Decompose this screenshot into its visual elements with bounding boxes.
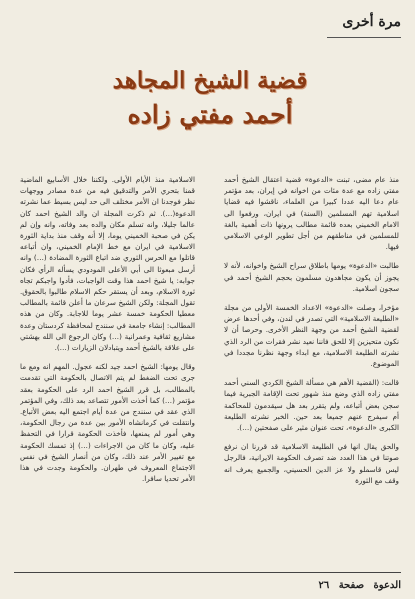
section-tag: مرة أخرى	[342, 14, 401, 30]
paragraph: قالت: (القضية الأهم هي مسألة الشيخ الكردي السني أحمد مفتي زاده الذي وضع منذ شهور تحت الإقامة الجبرية فيما سجن بعض أتباعه، ولم يتقرر بعد هل سيقدمون للمحاكمة أم سيفرج عنهم جميعا بعد حين. الخبر نشرته الطليعة الكبرى «الدعوة»، تحت عنوان مثير على صفحتين (…).	[224, 378, 399, 433]
footer-rule	[14, 572, 401, 573]
headline-line-1: قضية الشيخ المجاهد	[112, 67, 308, 94]
page-footer	[312, 580, 401, 591]
headline	[70, 68, 350, 129]
paragraph: مؤخرا، وصلت «الدعوة» الاعداد الخمسة الأولى من مجلة «الطليعة الاسلامية» التي تصدر في لندن، وفي أحدها عرض لقضية الشيخ أحمد من وجهة النظر الأخرى. وحرصا أن لا نكون متحيزين إلا للحق فاننا نعيد نشر فقرات من الرد الذي نشرته الطليعة الاسلامية، مع ابداء وجهة نظرنا مجددا في الموضوع.	[224, 303, 399, 369]
article-column-right	[224, 174, 399, 569]
paragraph: طالبت «الدعوة» يومها باطلاق سراح الشيخ واخوانه، لأنه لا يجوز أن يكون مجاهدون مسلمون بحجم الشيخ أحمد في سجون اسلامية.	[224, 261, 399, 293]
paragraph: الاسلامية منذ الأيام الأولى. ولكننا خلال الأسابيع الماضية قمنا بتحري الأمر والتدقيق فيه من عدة مصادر ووجهات نظر فوجدنا ان الأمر مختلف الى حد ليس بسيط عما نشرته الدعوة(…). ثم ذكرت المجلة ان والد الشيخ احمد كان عالما جليلا، وانه تسلم مكان والده بعد وفاته، وانه وإن لم يكن في صحبة الخميني يوما، إلا أنه وقف منذ بداية الثورة الاسلامية في ايران مع خط الإمام الخميني، وان أتباعه قاتلوا مع الحرس الثوري ضد اتباع الثورة المضادة (…) وانه أرسل مبعوثا الى أبي الأعلى المودودي يسأله الرأي فكان جوابه: يا شيخ احمد هذا وقت الواجبات، فأدوا واجبكم تجاه ثورة الاسلام، وبعد أن يستقر حكم الاسلام طالبوا بالحقوق. تقول المجلة: ولكن الشيخ سرعان ما أعلن قائمة بالمطالب معطيا الحكومة خمسة عشر يوما للاجابة. وكان من هذه المطالب: إنشاء جامعة في سنندج لمحافظة كردستان وعدة مشاريع ثقافية وعمرانية (…) وكان الرجوع الى الله بهشتي على علاقة بالشيخ أحمد ويتبادلان الزيارات (…).	[20, 175, 195, 353]
paragraph: والحق يقال انها في الطليعة الاسلامية قد قررنا ان نرفع صوتنا في هذا العدد ضد تصرف الحكومة الايرانية، فالرجل ليس قاسملو ولا عز الدين الحسيني، والجميع يعرف انه وقف مع الثورة	[224, 442, 399, 485]
article-column-left	[20, 174, 195, 569]
section-rule	[327, 37, 401, 38]
paragraph: وقال يومها: الشيخ احمد جيد لكنه عجول. المهم انه ومع ما جرى تحت الضغط لم يتم الاتصال بالحكومة التي تقدمت بالمطالب، بل قرر الشيخ احمد الرد على الحكومة بعقد مؤتمر (…) كما أخذت الأمور تتصاعد بعد ذلك، وفي المؤتمر الذي عقد في سنندج من عدة أيام اجتمع اليه بعض الأتباع. وانتقلت في كرمانشاه الأمور بين عدة من رجال الحكومة، وهي أمور لم يمنعها، فأخذت الحكومة قرارا في التحفظ عليه، وكان ما كان من الاجراءات (…) إذ تمسك الحكومة مع تغيير الأمر عند ذلك، وكان من أنصار الشيخ في نفس الاجتماع المعروف في طهران. والحكومة وجدت في هذا الأمر تحديا سافرا.	[20, 362, 195, 484]
paragraph: منذ عام مضى، تبنت «الدعوة» قضية اعتقال الشيخ أحمد مفتي زاده مع عدة مئات من اخوانه في إيران، بعد مؤتمر عام دعا اليه عددا كبيرا من العلماء، ناقشوا فيه قضايا اسلامية تهم المسلمين (السنة) في ايران، ورفعوا الى الامام الخميني بعده قائمة مطالب يرونها ذات أهمية بالغة للمسلمين في مناطقهم من أجل تطوير الوعي الاسلامي فيها.	[224, 175, 399, 252]
footer-page-label: صفحة	[338, 580, 365, 591]
footer-page-number: ٢٦	[318, 580, 330, 591]
headline-line-2: أحمد مفتي زاده	[127, 100, 293, 130]
footer-magazine-name: الدعوة	[373, 580, 401, 591]
